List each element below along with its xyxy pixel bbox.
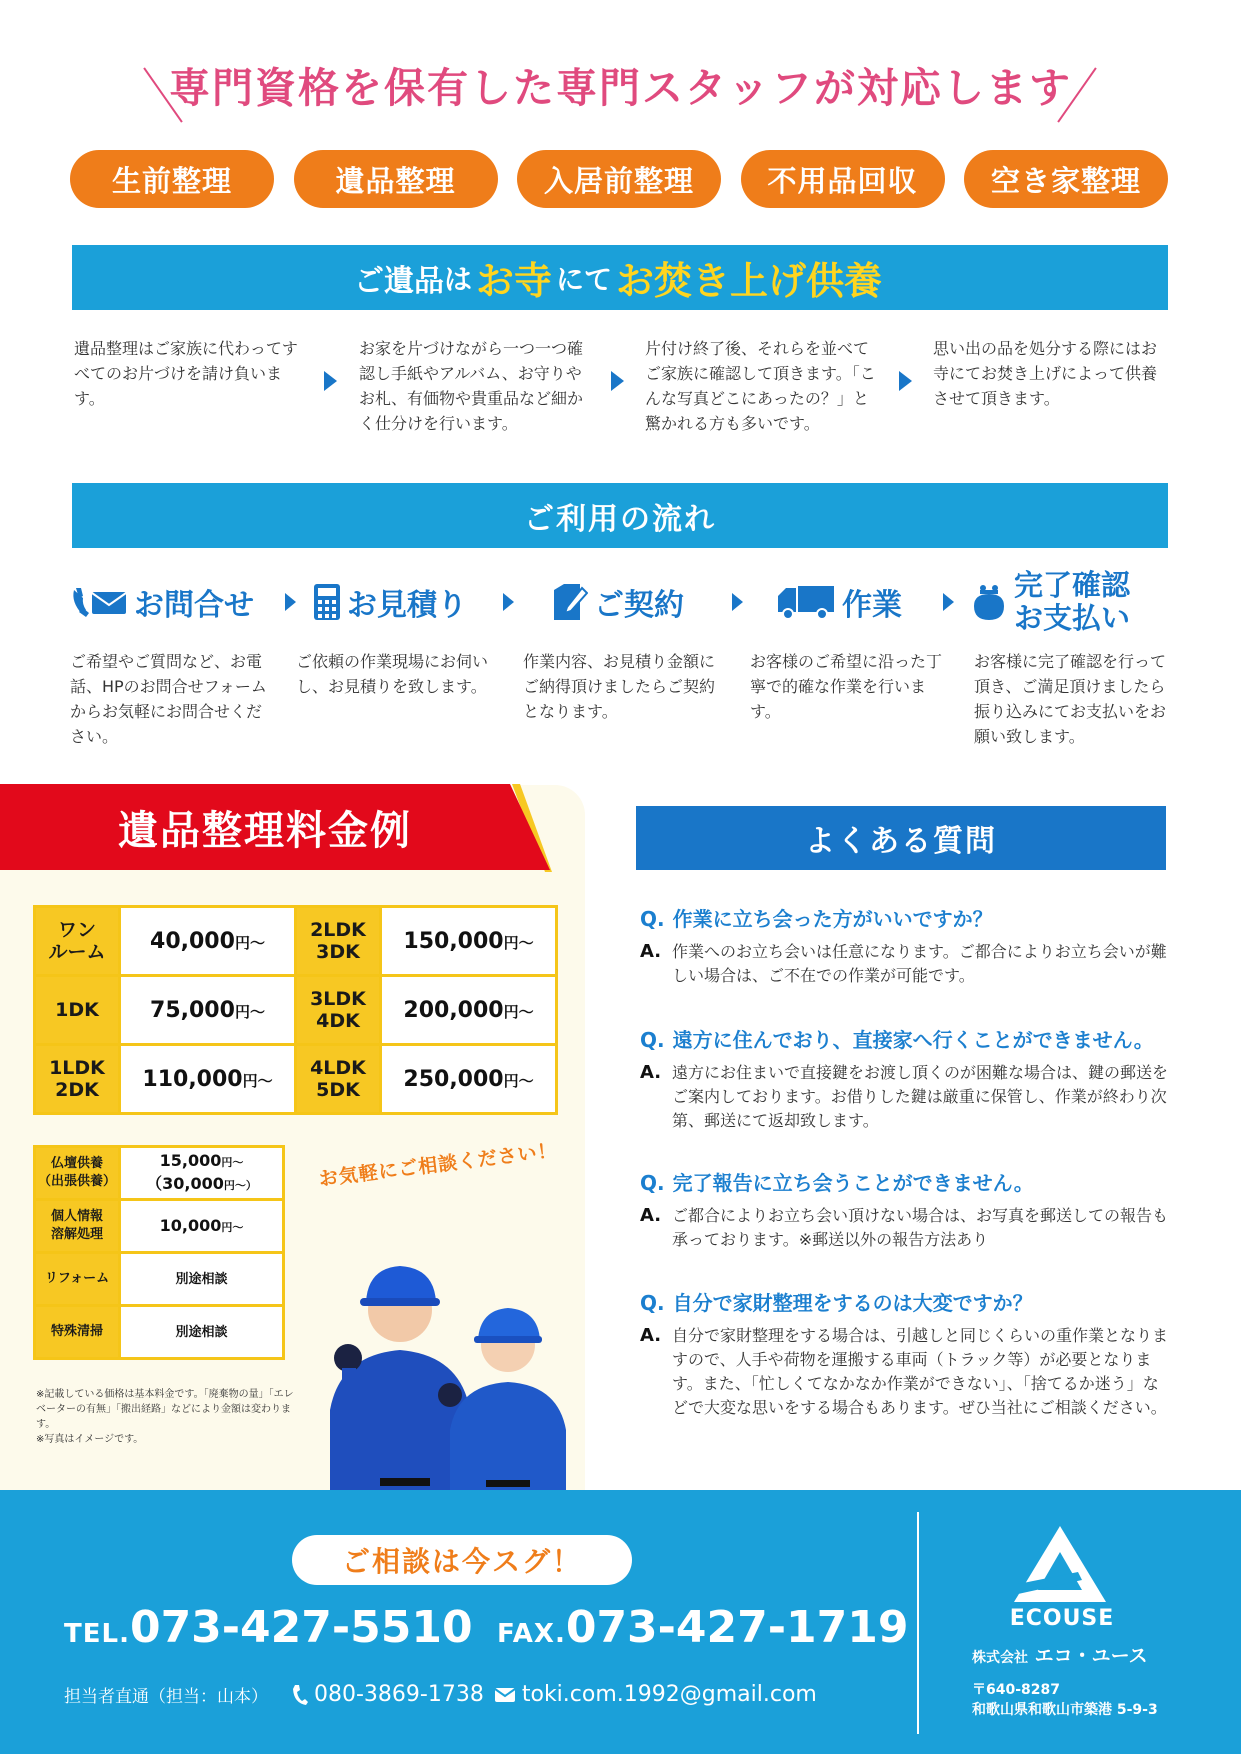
calculator-icon	[313, 583, 341, 621]
arrow-right-icon	[285, 593, 296, 611]
memorial-step-text: 片付け終了後、それらを並べてご家族に確認して頂きます。「こんな写真どこにあったの？」と驚かれる方も多いです。	[645, 339, 876, 433]
flow-step-text: 作業内容、お見積り金額にご納得頂けましたらご契約となります。	[523, 652, 716, 721]
fax-value: 073-427-1719	[565, 1602, 909, 1653]
company-address	[972, 1680, 1158, 1720]
q-mark: Q.	[640, 1291, 665, 1315]
flow-step-payment	[970, 568, 1130, 636]
service-pill: 遺品整理	[294, 150, 498, 208]
flow-step-title: お支払い	[1014, 601, 1131, 635]
memorial-title-part: にて	[556, 262, 613, 296]
service-pill: 不用品回収	[741, 150, 945, 208]
price-label: ワン ルーム	[35, 907, 120, 976]
company-name: 株式会社 エコ・ユース	[972, 1645, 1148, 1667]
note-text: ※記載している価格は基本料金です。「廃棄物の量」「エレベーターの有無」「搬出経路」などにより金額は変わります。	[36, 1389, 294, 1430]
price-value: 200,000円〜	[381, 976, 557, 1045]
a-mark: A.	[640, 1325, 662, 1346]
extra-value: 別途相談	[120, 1306, 284, 1359]
flow-section-title: ご利用の流れ	[72, 483, 1168, 548]
arrow-right-icon	[943, 593, 954, 611]
phone-mail-icon	[70, 584, 128, 620]
flow-step-title: お問合せ	[134, 588, 254, 623]
faq-answer	[640, 1204, 1170, 1252]
price-label: 1DK	[35, 976, 120, 1045]
truck-icon	[776, 584, 836, 620]
faq-question	[640, 1168, 1170, 1198]
fax-number	[497, 1602, 909, 1653]
price-value: 250,000円〜	[381, 1045, 557, 1114]
service-pill: 入居前整理	[517, 150, 721, 208]
memorial-step-text: 遺品整理はご家族に代わってすべてのお片づけを請け負います。	[74, 339, 298, 408]
extra-value: 15,000円〜 （30,000円〜）	[120, 1147, 284, 1200]
faq-answer	[640, 940, 1170, 988]
faq-item	[640, 904, 1170, 988]
flow-step-inquiry	[70, 568, 254, 636]
faq-section-title: よくある質問	[636, 806, 1166, 870]
consult-bubble-text: お気軽にご相談ください！	[317, 1139, 559, 1191]
coin-purse-icon	[970, 582, 1008, 622]
price-label: 3LDK 4DK	[296, 976, 381, 1045]
flow-step-work	[776, 568, 902, 636]
flow-steps-headers	[70, 568, 1170, 636]
price-label: 1LDK 2DK	[35, 1045, 120, 1114]
faq-item	[640, 1288, 1170, 1420]
phone-icon	[292, 1684, 308, 1706]
answer-text: ご都合によりお立ち会い頂けない場合は、お写真を郵送しての報告も承っております。※郵送以外の報告方法あり	[672, 1206, 1169, 1249]
service-list	[70, 150, 1168, 208]
faq-item	[640, 1168, 1170, 1252]
q-mark: Q.	[640, 1171, 665, 1195]
memorial-title-part: ご遺品	[353, 263, 444, 299]
email-link[interactable]: toki.com.1992@gmail.com	[521, 1682, 817, 1707]
faq-item	[640, 1025, 1170, 1133]
extra-label: 個人情報 溶解処理	[35, 1200, 120, 1253]
table-row	[35, 976, 557, 1045]
service-pill: 生前整理	[70, 150, 274, 208]
question-text: 完了報告に立ち会うことができません。	[672, 1171, 1034, 1195]
extra-value: 別途相談	[120, 1253, 284, 1306]
extra-label: 仏壇供養 （出張供養）	[35, 1147, 120, 1200]
price-value: 75,000円〜	[120, 976, 296, 1045]
extra-label: リフォーム	[35, 1253, 120, 1306]
flow-step-text: ご希望やご質問など、お電話、HPのお問合せフォームからお気軽にお問合せください。	[70, 652, 267, 746]
arrow-right-icon	[611, 371, 624, 391]
table-row	[35, 1147, 284, 1200]
flow-step-estimate	[313, 568, 467, 636]
arrow-right-icon	[899, 371, 912, 391]
faq-question	[640, 904, 1170, 934]
pricing-notes	[36, 1387, 296, 1447]
footer	[0, 1490, 1241, 1754]
arrow-right-icon	[732, 593, 743, 611]
direct-contact	[64, 1682, 817, 1707]
memorial-step-text: 思い出の品を処分する際にはお寺にてお焚き上げによって供養させて頂きます。	[933, 339, 1158, 408]
memorial-title-highlight: お寺	[475, 259, 552, 303]
flow-step-title: ご契約	[594, 588, 684, 623]
a-mark: A.	[640, 941, 662, 962]
mail-icon	[494, 1687, 516, 1703]
a-mark: A.	[640, 1205, 662, 1226]
arrow-right-icon	[503, 593, 514, 611]
consult-now-badge: ご相談は今スグ！	[292, 1535, 632, 1585]
memorial-title-part: は	[443, 262, 472, 296]
q-mark: Q.	[640, 1028, 665, 1052]
contract-pen-icon	[552, 582, 588, 622]
table-row	[35, 1253, 284, 1306]
divider	[917, 1512, 919, 1734]
memorial-section-title	[72, 245, 1168, 310]
answer-text: 自分で家財整理をする場合は、引越しと同じくらいの重作業となりますので、人手や荷物を運搬する車両（トラック等）が必要となります。また、「忙しくてなかなか作業ができない」、「捨てるか迷う」などで大変な思いをする場合もあります。ぜひ当社にご相談ください。	[672, 1326, 1169, 1417]
memorial-step-text: お家を片づけながら一つ一つ確認し手紙やアルバム、お守りやお札、有価物や貴重品など細かく仕分けを行います。	[359, 339, 584, 433]
ecouse-logo-icon	[1010, 1524, 1110, 1604]
price-value: 110,000円〜	[120, 1045, 296, 1114]
page-title: 専門資格を保有した専門スタッフが対応します	[169, 64, 1072, 112]
price-value: 40,000円〜	[120, 907, 296, 976]
price-value: 150,000円〜	[381, 907, 557, 976]
memorial-title-highlight: お焚き上げ供養	[616, 259, 883, 303]
faq-answer	[640, 1061, 1170, 1133]
headline-block	[0, 58, 1241, 118]
question-text: 作業に立ち会った方がいいですか？	[672, 907, 993, 931]
pricing-table	[33, 905, 558, 1115]
a-mark: A.	[640, 1062, 662, 1083]
question-text: 自分で家財整理をするのは大変ですか？	[672, 1291, 1033, 1315]
fax-prefix: FAX.	[497, 1619, 566, 1649]
table-row	[35, 1306, 284, 1359]
price-label: 2LDK 3DK	[296, 907, 381, 976]
postal-code: 〒640-8287	[972, 1682, 1060, 1698]
flow-step-text: お客様に完了確認を行って頂き、ご満足頂けましたら振り込みにてお支払いをお願い致します。	[974, 652, 1167, 746]
q-mark: Q.	[640, 907, 665, 931]
table-row	[35, 1200, 284, 1253]
note-text: ※写真はイメージです。	[36, 1434, 144, 1445]
flow-step-text: ご依頼の作業現場にお伺いし、お見積りを致します。	[296, 652, 489, 696]
answer-text: 作業へのお立ち会いは任意になります。ご都合によりお立ち会いが難しい場合は、ご不在での作業が可能です。	[672, 942, 1167, 985]
flow-step-title: 完了確認	[1014, 568, 1131, 602]
extra-value: 10,000円〜	[120, 1200, 284, 1253]
price-label: 4LDK 5DK	[296, 1045, 381, 1114]
faq-question	[640, 1288, 1170, 1318]
faq-question	[640, 1025, 1170, 1055]
flow-step-title-block	[1014, 569, 1130, 635]
extra-label: 特殊清掃	[35, 1306, 120, 1359]
extra-services-table	[33, 1145, 285, 1360]
mobile-number[interactable]: 080-3869-1738	[314, 1682, 484, 1707]
table-row	[35, 907, 557, 976]
flow-step-title: 作業	[842, 588, 902, 623]
tel-value: 073-427-5510	[129, 1602, 473, 1653]
contact-person: 担当者直通（担当：山本）	[64, 1687, 268, 1707]
staff-photo	[300, 1190, 580, 1490]
flow-step-text: お客様のご希望に沿った丁寧で的確な作業を行います。	[750, 652, 943, 721]
pricing-title: 遺品整理料金例	[118, 807, 412, 854]
service-pill: 空き家整理	[964, 150, 1168, 208]
table-row	[35, 1045, 557, 1114]
faq-answer	[640, 1324, 1170, 1420]
tel-number[interactable]	[64, 1602, 473, 1653]
question-text: 遠方に住んでおり、直接家へ行くことができません。	[672, 1028, 1154, 1052]
brand-name: ECOUSE	[1009, 1606, 1115, 1631]
address-text: 和歌山県和歌山市築港 5-9-3	[972, 1702, 1158, 1718]
tel-prefix: TEL.	[64, 1619, 130, 1649]
flow-step-title: お見積り	[347, 588, 467, 623]
arrow-right-icon	[324, 371, 337, 391]
answer-text: 遠方にお住まいで直接鍵をお渡し頂くのが困難な場合は、鍵の郵送をご案内しております。お借りした鍵は厳重に保管し、作業が終わり次第、郵送にて返却致します。	[672, 1063, 1169, 1130]
flow-step-contract	[552, 568, 684, 636]
